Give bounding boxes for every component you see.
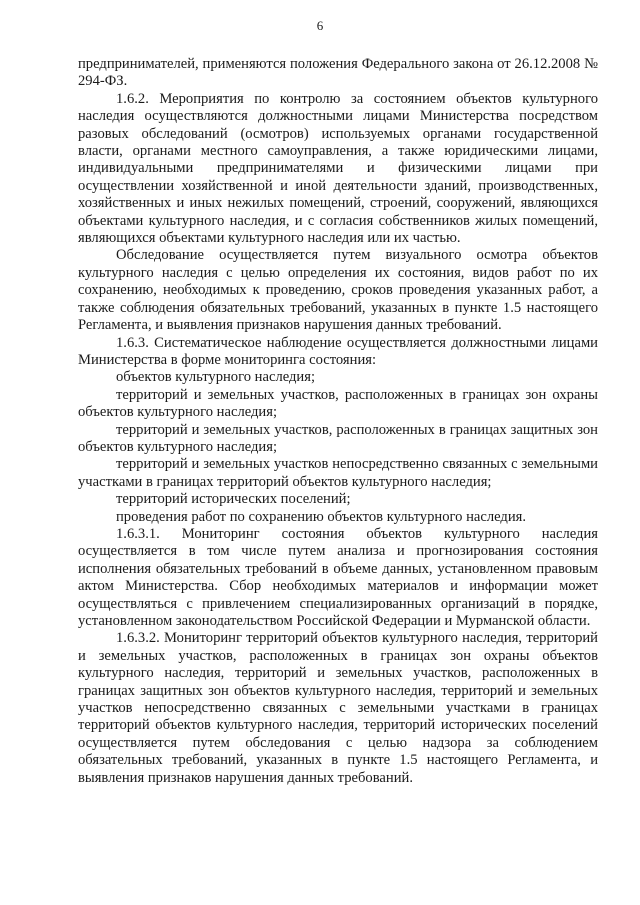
list-item: проведения работ по сохранению объектов культурного наследия. xyxy=(116,508,527,525)
paragraph-continuation: предпринимателей, применяются положения Федерального закона от 26.12.2008 № 294-ФЗ. xyxy=(78,56,598,90)
page-number: 6 xyxy=(316,18,324,33)
list-item: территорий и земельных участков непосредственно связанных с земельными участками в границах территорий объектов культурного наследия; xyxy=(78,456,598,490)
paragraph-1-6-3: 1.6.3. Систематическое наблюдение осуществляется должностными лицами Министерства в форме мониторинга состояния: xyxy=(78,334,598,368)
list-item: территорий исторических поселений; xyxy=(116,491,351,508)
list-item: территорий и земельных участков, расположенных в границах зон охраны объектов культурного наследия; xyxy=(78,386,598,421)
paragraph-1-6-2: 1.6.2. Мероприятия по контролю за состоянием объектов культурного наследия осуществляются должностными лицами Министерства посредством разовых обследований (осмотров) используемых органами государственной власти, органами местного самоуправления, а также юридическими лицами, индивидуальными предпринимателями и физическими лицами при осуществлении хозяйственной и иной деятельности зданий, производственных, хозяйственных и иных нежилых помещений, строений, сооружений, являющихся объектами культурного наследия, и с согласия собственников жилых помещений, являющихся объектами культурного наследия или их частью. xyxy=(78,90,598,247)
paragraph-1-6-3-1: 1.6.3.1. Мониторинг состояния объектов культурного наследия осуществляется в том числе путем анализа и прогнозирования состояния исполнения обязательных требований в объеме данных, установленном правовым актом Министерства. Сбор необходимых материалов и информации может осуществляться с привлечением специализированных организаций в порядке, установленном законодательством Российской Федерации и Мурманской области. xyxy=(78,525,598,629)
list-item: территорий и земельных участков, расположенных в границах защитных зон объектов культурного наследия; xyxy=(78,421,598,455)
list-item: объектов культурного наследия; xyxy=(116,369,316,386)
paragraph-inspection: Обследование осуществляется путем визуального осмотра объектов культурного наследия с целью определения их состояния, видов работ по их сохранению, необходимых к проведению, сроков проведения указанных работ, а также соблюдения обязательных требований, указанных в пункте 1.5 настоящего Регламента, и выявления признаков нарушения данных требований. xyxy=(78,247,598,334)
paragraph-1-6-3-2: 1.6.3.2. Мониторинг территорий объектов культурного наследия, территорий и земельных участков, расположенных в границах зон охраны объектов культурного наследия, территорий и земельных участков, расположенных в границах защитных зон объектов культурного наследия, территорий и земельных участков непосредственно связанных с земельными участками в границах территорий объектов культурного наследия, территорий исторических поселений осуществляется путем обследования с целью надзора за соблюдением обязательных требований, указанных в пункте 1.5 настоящего Регламента, и выявления признаков нарушения данных требований. xyxy=(78,630,598,786)
document-body xyxy=(78,56,598,787)
